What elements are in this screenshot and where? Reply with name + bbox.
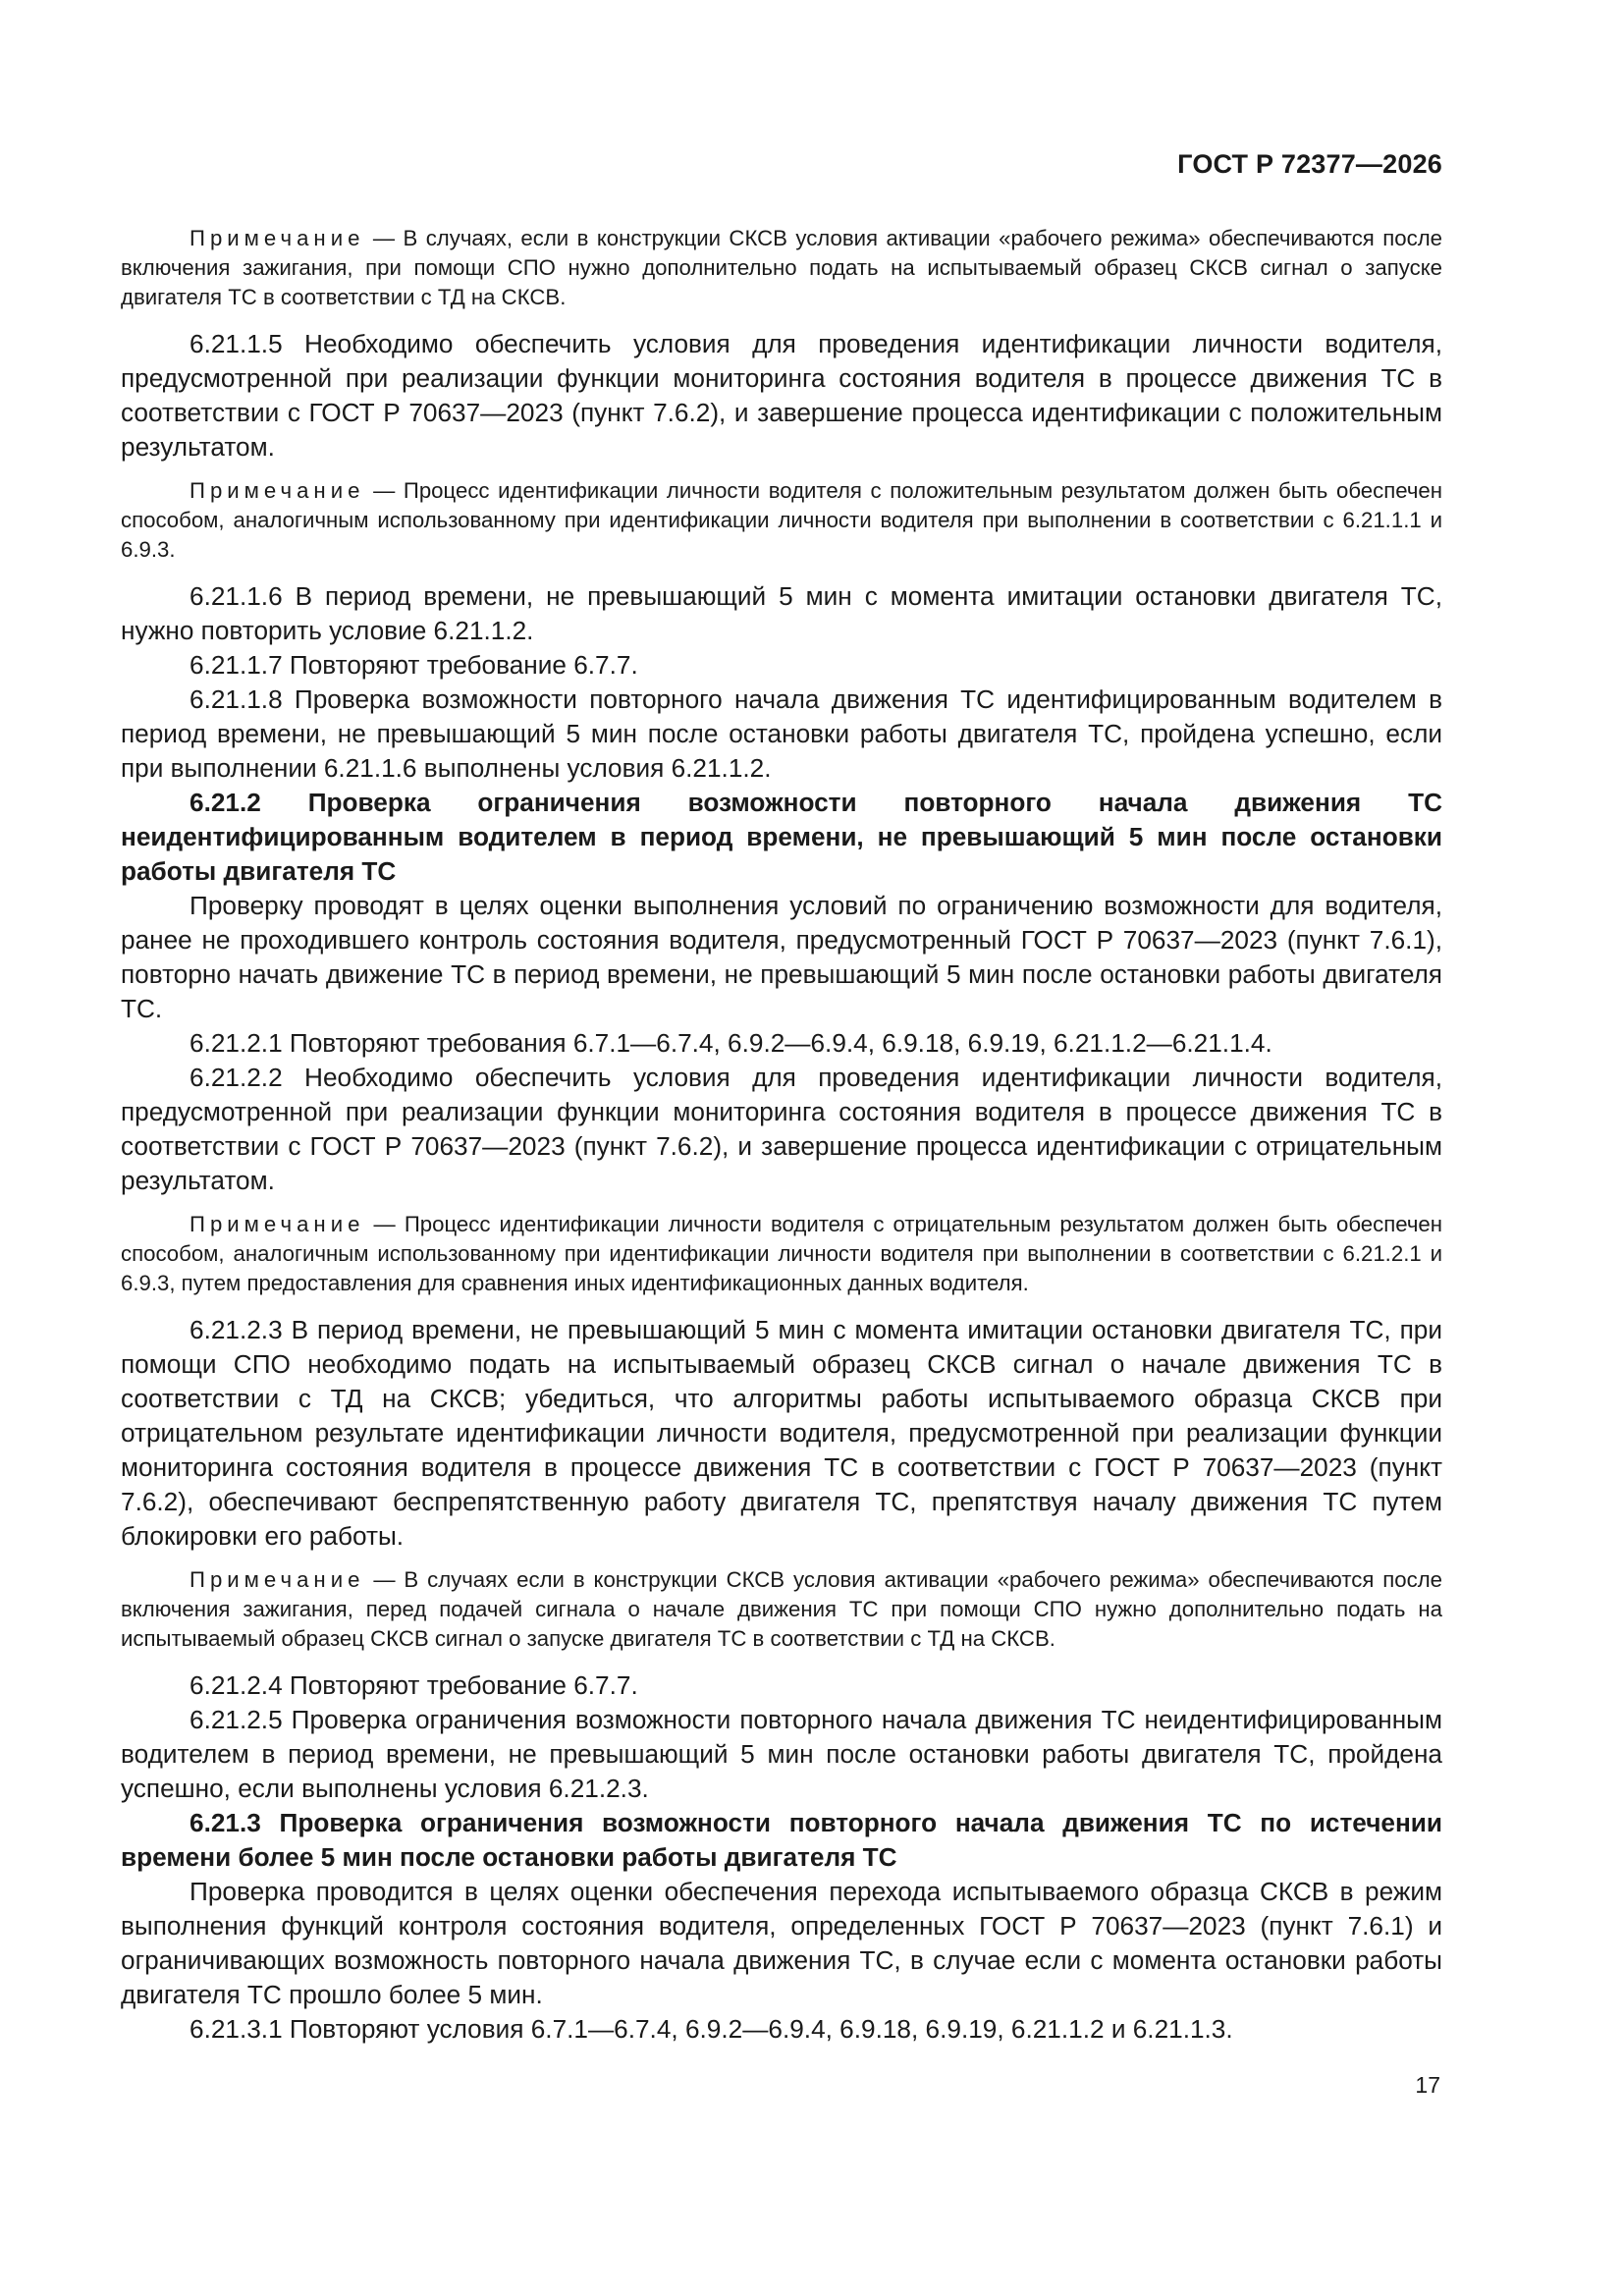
paragraph-6-21-2-intro: Проверку проводят в целях оценки выполнения условий по ограничению возможности для водителя, ранее не проходившего контроль состояния водителя, предусмотренный ГОСТ Р 70637—2023 (пункт 7.6.1), повторно начать движение ТС в период времени, не превышающий 5 мин после остановки работы двигателя ТС.	[121, 891, 1442, 1023]
note-4	[121, 1565, 1442, 1654]
note-1	[121, 224, 1442, 312]
note-dash: —	[364, 478, 404, 503]
document-body	[121, 224, 1442, 2047]
note-text: В случаях если в конструкции СКСВ условия активации «рабочего режима» обеспечиваются после включения зажигания, перед подачей сигнала о начале движения ТС при помощи СПО нужно дополнительно подать на испытываемый образец СКСВ сигнал о запуске двигателя ТС в соответствии с ТД на СКСВ.	[121, 1567, 1442, 1651]
paragraph-6-21-2-3: 6.21.2.3 В период времени, не превышающий 5 мин с момента имитации остановки двигателя ТС, при помощи СПО необходимо подать на испытываемый образец СКСВ сигнал о начале движения ТС в соответствии с ТД на СКСВ; убедиться, что алгоритмы работы испытываемого образца СКСВ при отрицательном результате идентификации личности водителя, предусмотренной при реализации функции мониторинга состояния водителя в процессе движения ТС в соответствии с ГОСТ Р 70637—2023 (пункт 7.6.2), обеспечивают беспрепятственную работу двигателя ТС, препятствуя началу движения ТС путем блокировки его работы.	[121, 1315, 1442, 1551]
note-text: Процесс идентификации личности водителя с отрицательным результатом должен быть обеспечен способом, аналогичным использованному при идентификации личности водителя при выполнении в соответствии с 6.21.2.1 и 6.9.3, путем предоставления для сравнения иных идентификационных данных водителя.	[121, 1212, 1442, 1295]
paragraph-6-21-3-intro: Проверка проводится в целях оценки обеспечения перехода испытываемого образца СКСВ в режим выполнения функций контроля состояния водителя, определенных ГОСТ Р 70637—2023 (пункт 7.6.1) и ограничивающих возможность повторного начала движения ТС, в случае если с момента остановки работы двигателя ТС прошло более 5 мин.	[121, 1877, 1442, 2009]
note-label: Примечание	[189, 1567, 365, 1592]
paragraph-6-21-1-7: 6.21.1.7 Повторяют требование 6.7.7.	[189, 650, 638, 680]
note-label: Примечание	[189, 226, 365, 250]
note-dash: —	[364, 1212, 405, 1236]
page-number: 17	[1415, 2072, 1440, 2098]
paragraph-6-21-2-2: 6.21.2.2 Необходимо обеспечить условия для проведения идентификации личности водителя, предусмотренной при реализации функции мониторинга состояния водителя в процессе движения ТС в соответствии с ГОСТ Р 70637—2023 (пункт 7.6.2), и завершение процесса идентификации с отрицательным результатом.	[121, 1063, 1442, 1195]
paragraph-6-21-1-5: 6.21.1.5 Необходимо обеспечить условия для проведения идентификации личности водителя, предусмотренной при реализации функции мониторинга состояния водителя в процессе движения ТС в соответствии с ГОСТ Р 70637—2023 (пункт 7.6.2), и завершение процесса идентификации с положительным результатом.	[121, 329, 1442, 462]
note-text: В случаях, если в конструкции СКСВ условия активации «рабочего режима» обеспечиваются после включения зажигания, при помощи СПО нужно дополнительно подать на испытываемый образец СКСВ сигнал о запуске двигателя ТС в соответствии с ТД на СКСВ.	[121, 226, 1442, 309]
paragraph-6-21-3-1: 6.21.3.1 Повторяют условия 6.7.1—6.7.4, 6.9.2—6.9.4, 6.9.18, 6.9.19, 6.21.1.2 и 6.21.1.3.	[189, 2014, 1233, 2044]
paragraph-6-21-2-1: 6.21.2.1 Повторяют требования 6.7.1—6.7.4, 6.9.2—6.9.4, 6.9.18, 6.9.19, 6.21.1.2—6.21.1.4.	[189, 1028, 1272, 1058]
note-label: Примечание	[189, 478, 365, 503]
note-dash: —	[364, 226, 404, 250]
heading-6-21-2: 6.21.2 Проверка ограничения возможности повторного начала движения ТС неидентифицированным водителем в период времени, не превышающий 5 мин после остановки работы двигателя ТС	[121, 788, 1442, 886]
note-dash: —	[364, 1567, 405, 1592]
document-code: ГОСТ Р 72377—2026	[1177, 149, 1442, 179]
note-text: Процесс идентификации личности водителя с положительным результатом должен быть обеспечен способом, аналогичным использованному при идентификации личности водителя при выполнении в соответствии с 6.21.1.1 и 6.9.3.	[121, 478, 1442, 562]
paragraph-6-21-2-5: 6.21.2.5 Проверка ограничения возможности повторного начала движения ТС неидентифицированным водителем в период времени, не превышающий 5 мин после остановки работы двигателя ТС, пройдена успешно, если выполнены условия 6.21.2.3.	[121, 1705, 1442, 1803]
paragraph-6-21-1-6: 6.21.1.6 В период времени, не превышающий 5 мин с момента имитации остановки двигателя ТС, нужно повторить условие 6.21.1.2.	[121, 581, 1442, 645]
note-2	[121, 476, 1442, 565]
note-3	[121, 1210, 1442, 1298]
note-label: Примечание	[189, 1212, 365, 1236]
heading-6-21-3: 6.21.3 Проверка ограничения возможности повторного начала движения ТС по истечении времени более 5 мин после остановки работы двигателя ТС	[121, 1808, 1442, 1872]
paragraph-6-21-2-4: 6.21.2.4 Повторяют требование 6.7.7.	[189, 1670, 638, 1700]
paragraph-6-21-1-8: 6.21.1.8 Проверка возможности повторного начала движения ТС идентифицированным водителем в период времени, не превышающий 5 мин после остановки работы двигателя ТС, пройдена успешно, если при выполнении 6.21.1.6 выполнены условия 6.21.1.2.	[121, 684, 1442, 783]
